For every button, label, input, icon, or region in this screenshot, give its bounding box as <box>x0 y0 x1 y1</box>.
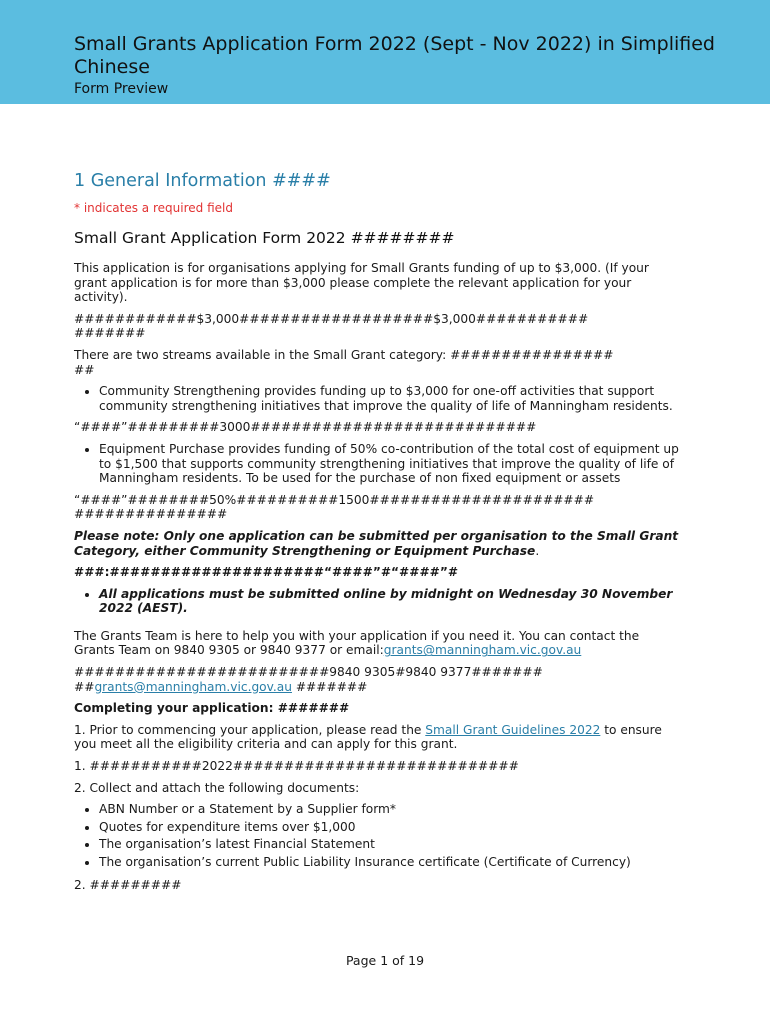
section-heading: 1 General Information #### <box>74 171 331 191</box>
intro-translation: ############$3,000###################$3,000########### ####### <box>74 311 589 341</box>
help-translation-text: #########################9840 9305#9840 9377####### <box>74 665 543 680</box>
note-period: . <box>535 543 540 558</box>
step1-paragraph <box>74 723 680 752</box>
guidelines-link[interactable]: Small Grant Guidelines 2022 <box>425 722 601 737</box>
application-title: Small Grant Application Form 2022 ######## <box>74 229 455 247</box>
documents-list <box>74 802 680 869</box>
page-header <box>0 0 770 104</box>
completing-heading: Completing your application: ####### <box>74 701 350 716</box>
document-item-abn: • ABN Number or a Statement by a Supplier form* <box>99 802 680 817</box>
deadline-item: • All applications must be submitted online by midnight on Wednesday 30 November 2022 (AEST). <box>99 587 680 616</box>
required-field-note: * indicates a required field <box>74 201 233 215</box>
help-translation <box>74 665 680 694</box>
help-translation-prefix: ## <box>74 679 95 694</box>
grants-email-link-2[interactable]: grants@manningham.vic.gov.au <box>94 679 292 694</box>
stream2-list <box>74 442 680 486</box>
deadline-list <box>74 587 680 616</box>
document-item-financial: • The organisation’s latest Financial Statement <box>99 837 680 852</box>
document-item-insurance: • The organisation’s current Public Liability Insurance certificate (Certificate of Currency) <box>99 855 680 870</box>
help-translation-suffix: ####### <box>291 679 368 694</box>
form-title-header: Small Grants Application Form 2022 (Sept - Nov 2022) in Simplified Chinese <box>74 33 715 78</box>
intro-paragraph: This application is for organisations applying for Small Grants funding of up to $3,000. (If your grant application is for more than $3,000 please complete the relevant application for your activity). <box>74 261 649 305</box>
help-text: The Grants Team is here to help you with your application if you need it. You can contact the Grants Team on 9840 9305 or 9840 9377 or email: <box>74 628 640 658</box>
stream1-list <box>74 384 680 413</box>
document-item-quotes: • Quotes for expenditure items over $1,000 <box>99 820 680 835</box>
step2-translation: 2. ######### <box>74 877 182 892</box>
stream1-translation: “####”#########3000############################ <box>74 420 537 435</box>
step1-post: to ensure you meet all the eligibility criteria and can apply for this grant. <box>74 722 662 752</box>
streams-paragraph: There are two streams available in the Small Grant category: ################ ## <box>74 347 614 377</box>
stream2-item: • Equipment Purchase provides funding of 50% co-contribution of the total cost of equipment up to $1,500 that supports community strengthening initiatives that improve the quality of life of Manningham residents. To be used for the purchase of non fixed equipment or assets <box>99 442 680 486</box>
step1-pre: 1. Prior to commencing your application, please read the <box>74 722 426 737</box>
form-content <box>74 170 680 899</box>
step2-paragraph: 2. Collect and attach the following documents: <box>74 780 360 795</box>
stream1-item: • Community Strengthening provides funding up to $3,000 for one-off activities that support community strengthening initiatives that improve the quality of life of Manningham residents. <box>99 384 680 413</box>
note-paragraph <box>74 529 680 558</box>
page-number: Page 1 of 19 <box>345 953 425 968</box>
help-paragraph <box>74 629 680 658</box>
step1-translation: 1. ###########2022############################ <box>74 759 519 774</box>
note-text: Please note: Only one application can be submitted per organisation to the Small Grant Category, either Community Strengthening or Equipment Purchase <box>74 528 679 558</box>
grants-email-link[interactable]: grants@manningham.vic.gov.au <box>383 643 582 658</box>
stream2-translation: “####”########50%##########1500###################### ############### <box>74 492 595 522</box>
form-preview-label: Form Preview <box>74 81 169 97</box>
note-translation: ###:#####################“####”#“####”# <box>74 565 459 580</box>
